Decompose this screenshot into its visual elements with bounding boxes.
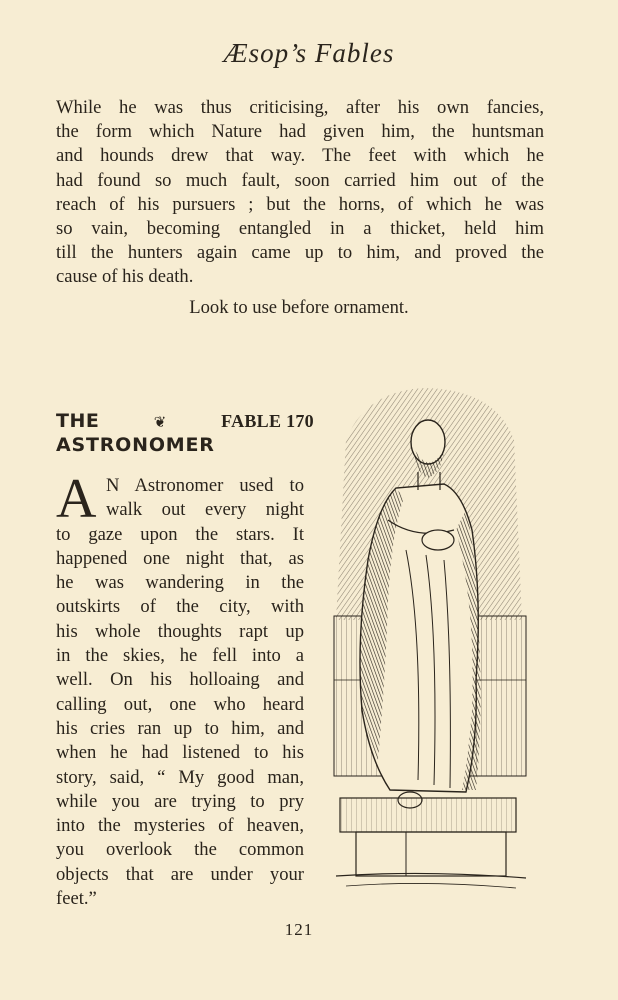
text-line: his whole thoughts rapt up xyxy=(56,620,304,642)
text-line: walk out every night xyxy=(106,499,304,521)
text-line: and hounds drew that way. The feet with which he xyxy=(56,145,544,167)
text-line: reach of his pursuers ; but the horns, of which he was xyxy=(56,193,544,215)
text-line: outskirts of the city, with xyxy=(56,596,304,618)
fable-moral: Look to use before ornament. xyxy=(189,297,409,318)
text-line: objects that are under your xyxy=(56,863,304,885)
fleuron-icon: ❦ xyxy=(153,413,167,431)
drop-cap: A xyxy=(56,468,97,530)
astronomer-illustration xyxy=(326,380,532,900)
text-line: cause of his death. xyxy=(56,266,194,288)
page-number: 121 xyxy=(284,920,314,939)
text-line: he was wandering in the xyxy=(56,572,304,594)
text-line: his cries ran up to him, and xyxy=(56,717,304,739)
text-line: had found so much fault, soon carried him out of the xyxy=(56,169,544,191)
text-line: story, said, “ My good man, xyxy=(56,766,304,788)
fable-title: ASTRONOMER xyxy=(56,434,215,456)
text-line: so vain, becoming entangled in a thicket, held him xyxy=(56,218,544,240)
text-line: to gaze upon the stars. It xyxy=(56,523,304,545)
fable-text xyxy=(56,468,304,911)
previous-fable-text xyxy=(56,96,544,290)
text-line: in the skies, he fell into a xyxy=(56,645,304,667)
text-line: when he had listened to his xyxy=(56,742,304,764)
running-title: Æsop’s Fables xyxy=(223,38,395,68)
text-line: well. On his holloaing and xyxy=(56,669,304,691)
text-line: into the mysteries of heaven, xyxy=(56,815,304,837)
text-line: while you are trying to pry xyxy=(56,790,304,812)
text-line: feet.” xyxy=(56,888,97,910)
text-line: till the hunters again came up to him, and proved the xyxy=(56,242,544,264)
text-line: you overlook the common xyxy=(56,839,304,861)
text-line: the form which Nature had given him, the huntsman xyxy=(56,121,544,143)
text-line: While he was thus criticising, after his own fancies, xyxy=(56,97,544,118)
fable-heading xyxy=(56,410,314,456)
text-line: happened one night that, as xyxy=(56,547,304,569)
fable-number: FABLE 170 xyxy=(221,411,314,431)
text-line: N Astronomer used to xyxy=(106,475,304,496)
fable-title-word: THE xyxy=(56,410,100,432)
text-line: calling out, one who heard xyxy=(56,693,304,715)
